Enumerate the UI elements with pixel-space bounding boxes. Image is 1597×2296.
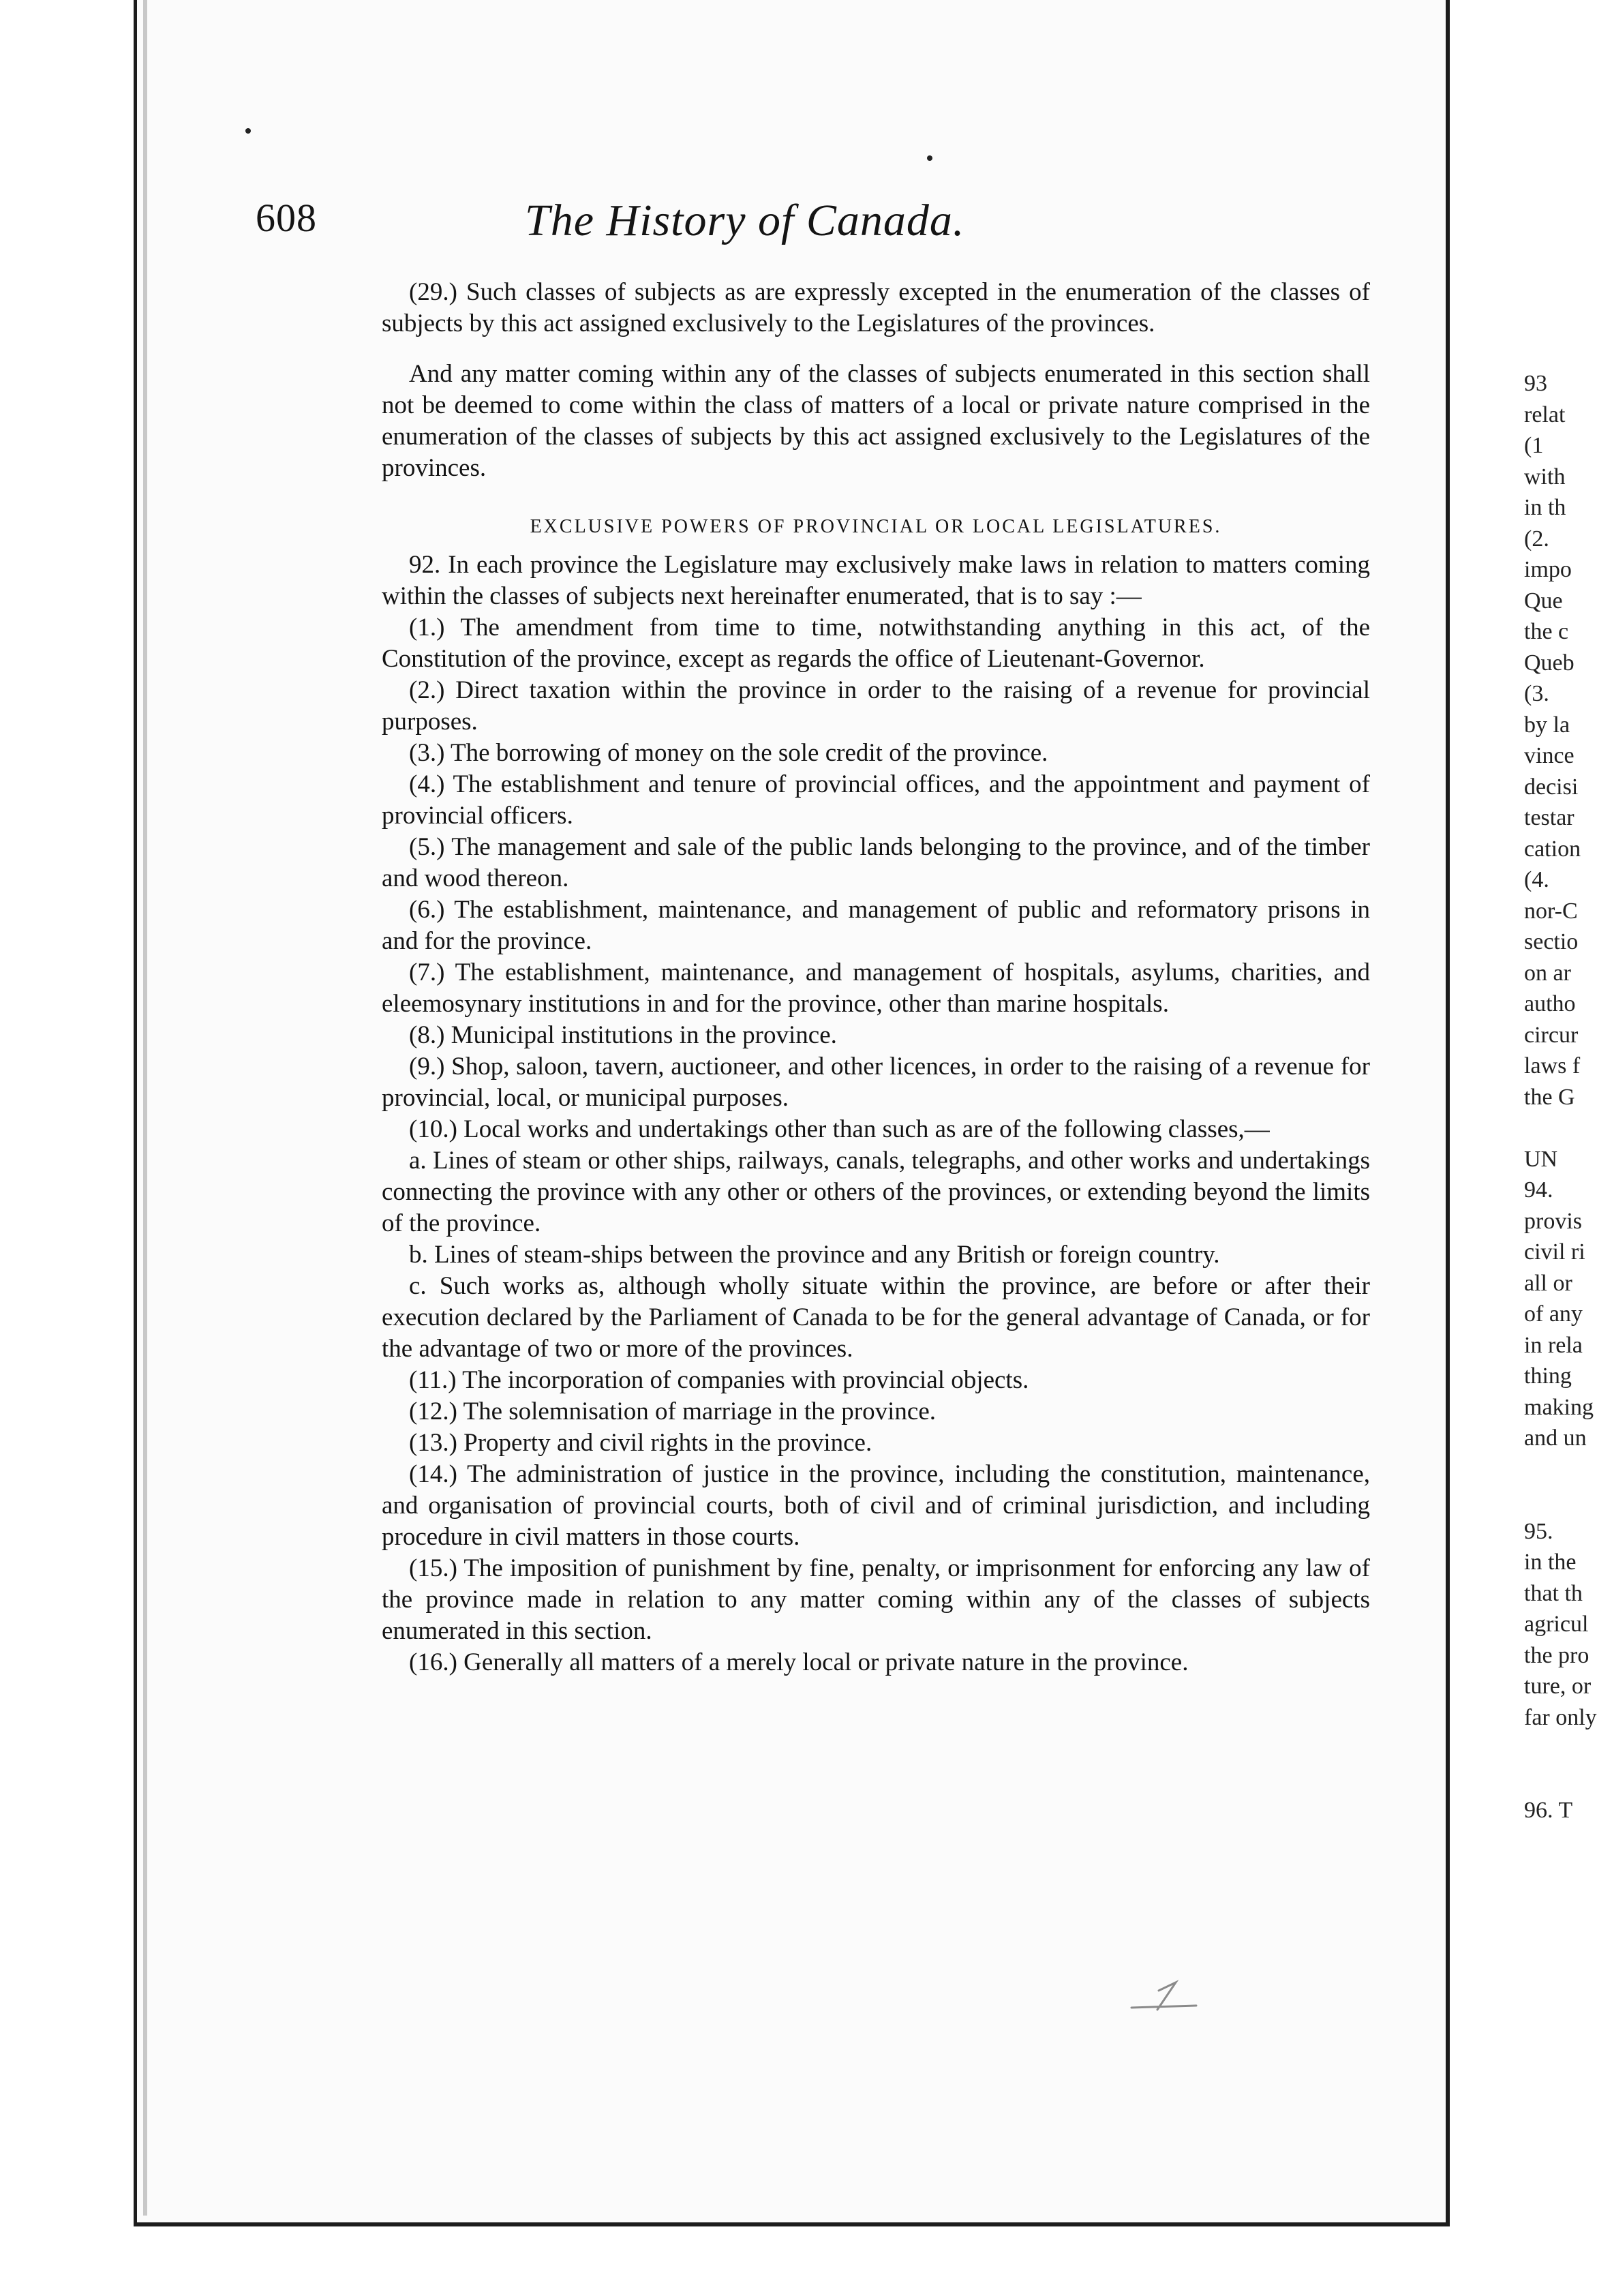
scan-margin [0, 0, 142, 2296]
facing-page-line [1524, 1454, 1573, 1485]
facing-page-line: (1 [1524, 433, 1544, 458]
facing-page-line: testar [1524, 805, 1575, 830]
facing-page-line: Queb [1524, 650, 1575, 676]
section-92-intro: 92. In each province the Legislature may exclusively make laws in relation to matters coming within the classes of subjects next hereinafter enumerated, that is to say :— [382, 551, 1370, 610]
facing-page-line: civil ri [1524, 1239, 1585, 1265]
facing-page-line: sectio [1524, 929, 1579, 954]
facing-page-line: autho [1524, 991, 1576, 1016]
enumerated-item: (6.) The establishment, maintenance, and management of public and reformatory prisons in and for the province. [382, 896, 1370, 955]
facing-page-line: that th [1524, 1580, 1583, 1606]
enumerated-item: (14.) The administration of justice in the province, including the constitution, maintenance, and organisation of provincial courts, both of civil and of criminal jurisdiction, and including procedure in civil matters in those courts. [382, 1460, 1370, 1551]
facing-page-line: 96. T [1524, 1798, 1573, 1823]
facing-page-line: provis [1524, 1208, 1582, 1234]
paragraph-any-matter: And any matter coming within any of the classes of subjects enumerated in this section shall not be deemed to come within the class of matters of a local or private nature comprised in the enumeration of the classes of subjects by this act assigned exclusively to the Legislatures of the provinces. [382, 360, 1370, 482]
paragraph-29: (29.) Such classes of subjects as are expressly excepted in the enumeration of the classes of subjects by this act assigned exclusively to the Legislatures of the provinces. [382, 278, 1370, 337]
facing-page-line: the c [1524, 619, 1569, 644]
running-title: The History of Canada. [525, 196, 965, 245]
facing-page-line: making [1524, 1394, 1594, 1420]
page-gutter-shadow [143, 0, 147, 2216]
enumerated-item: (15.) The imposition of punishment by fine, penalty, or imprisonment for enforcing any law of the province made in relation to any matter coming within any of the classes of subjects enumerated in this section. [382, 1554, 1370, 1645]
enumerated-item: (7.) The establishment, maintenance, and management of hospitals, asylums, charities, and eleemosynary institutions in and for the province, other than marine hospitals. [382, 958, 1370, 1018]
facing-page-line: by la [1524, 712, 1570, 738]
page-number: 608 [256, 196, 317, 240]
facing-page-line: all or [1524, 1270, 1572, 1296]
facing-page-line: laws f [1524, 1053, 1581, 1078]
enumerated-item: (1.) The amendment from time to time, notwithstanding anything in this act, of the Constitution of the province, except as regards the office of Lieutenant-Governor. [382, 614, 1370, 673]
pencil-mark-icon [1118, 1970, 1206, 2018]
facing-page-line: (4. [1524, 867, 1549, 892]
facing-page-line: Que [1524, 588, 1563, 614]
facing-page-line: nor-C [1524, 898, 1578, 924]
facing-page-line: and un [1524, 1425, 1587, 1451]
enumerated-item: (2.) Direct taxation within the province in order to the raising of a revenue for provincial purposes. [382, 676, 1370, 736]
facing-page-line: relat [1524, 402, 1566, 427]
facing-page-line: in the [1524, 1550, 1577, 1575]
page-header [256, 195, 1128, 250]
enumerated-item: (3.) The borrowing of money on the sole credit of the province. [409, 739, 1048, 767]
facing-page-line: decisi [1524, 774, 1579, 800]
ink-speck [927, 155, 932, 161]
enumerated-item: a. Lines of steam or other ships, railways, canals, telegraphs, and other works and undertakings connecting the province with any other or others of the provinces, or extending beyond the limits of the province. [382, 1147, 1370, 1237]
facing-page-line: impo [1524, 557, 1572, 582]
enumerated-item: c. Such works as, although wholly situate within the province, are before or after their execution declared by the Parliament of Canada to be for the general advantage of Canada, or for the advantage of two or more of the provinces. [382, 1272, 1370, 1363]
facing-page-line [1524, 1485, 1573, 1516]
enumerated-item: b. Lines of steam-ships between the province and any British or foreign country. [409, 1241, 1220, 1269]
facing-page-line: 93 [1524, 371, 1547, 396]
facing-page-line: circur [1524, 1022, 1579, 1048]
enumerated-item: (12.) The solemnisation of marriage in the province. [409, 1398, 937, 1425]
facing-page-line: of any [1524, 1301, 1583, 1327]
facing-page-line: with [1524, 464, 1566, 489]
facing-page-line: far only [1524, 1704, 1597, 1730]
facing-page-line: (3. [1524, 681, 1549, 706]
enumerated-item: (11.) The incorporation of companies with provincial objects. [409, 1366, 1029, 1394]
section-heading: EXCLUSIVE POWERS OF PROVINCIAL OR LOCAL LEGISLATURES. [530, 516, 1222, 537]
facing-page-line: vince [1524, 743, 1575, 768]
facing-page-line: thing [1524, 1363, 1572, 1389]
enumerated-items [382, 612, 1370, 1678]
ink-speck [245, 128, 251, 134]
facing-page-line: the G [1524, 1084, 1575, 1110]
facing-page-line [1524, 1764, 1573, 1796]
facing-page-line: ture, or [1524, 1674, 1592, 1699]
facing-page-edge [1524, 368, 1597, 2004]
facing-page-line: 94. [1524, 1177, 1553, 1203]
enumerated-item: (9.) Shop, saloon, tavern, auctioneer, and other licences, in order to the raising of a revenue for provincial, local, or municipal purposes. [382, 1053, 1370, 1112]
page-body [382, 277, 1370, 1678]
facing-page-line: on ar [1524, 960, 1571, 986]
facing-page-line: (2. [1524, 526, 1549, 552]
enumerated-item: (16.) Generally all matters of a merely local or private nature in the province. [409, 1648, 1189, 1676]
facing-page-line: the pro [1524, 1642, 1590, 1668]
enumerated-item: (8.) Municipal institutions in the province. [409, 1021, 837, 1049]
facing-page-line: cation [1524, 836, 1581, 862]
facing-page-line [1524, 1733, 1573, 1764]
facing-page-line: in rela [1524, 1332, 1583, 1358]
facing-page-line [1524, 1113, 1573, 1144]
facing-page-line: 95. [1524, 1518, 1553, 1544]
enumerated-item: (5.) The management and sale of the public lands belonging to the province, and of the timber and wood thereon. [382, 833, 1370, 892]
facing-page-line: in th [1524, 495, 1566, 520]
facing-page-line: agricul [1524, 1612, 1589, 1637]
enumerated-item: (4.) The establishment and tenure of provincial offices, and the appointment and payment of provincial officers. [382, 770, 1370, 830]
enumerated-item: (10.) Local works and undertakings other than such as are of the following classes,— [409, 1115, 1270, 1143]
facing-page-line: UN [1524, 1146, 1558, 1172]
enumerated-item: (13.) Property and civil rights in the province. [409, 1429, 872, 1457]
